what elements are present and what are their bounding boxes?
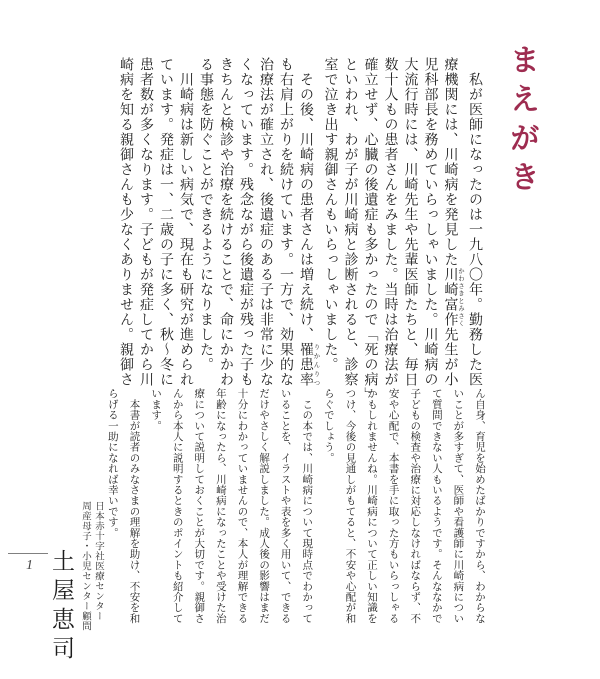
text-column: くなっています。残念ながら後遺症が残った子も bbox=[238, 57, 253, 387]
text-column: いることを、イラストや表を多く用いて、できる bbox=[279, 388, 291, 624]
text-column: 崎病を知る親御さんも少なくありません。親御さ bbox=[118, 57, 133, 387]
text-column: ています。発症は一、二歳の子に多く、秋〜冬に bbox=[158, 57, 173, 387]
text-column: んから本人に説明するときのポイントも紹介して bbox=[171, 388, 183, 624]
text-column: ん自身、育児を始めたばかりですから、わからな bbox=[474, 388, 485, 624]
text-column: も右肩上がりを続けています。一方で、効果的な bbox=[278, 57, 293, 387]
text-column: 安や心配で、本書を手に取った方もいらっしゃる bbox=[387, 388, 399, 624]
text-column: いことが多すぎて、医師や看護師に川崎病につい bbox=[452, 388, 464, 624]
text-column: 私が医師になったのは一九八〇年。勤務した医 bbox=[467, 57, 482, 387]
page-title: まえがき bbox=[505, 44, 538, 200]
preface-lower-text-block bbox=[100, 388, 490, 622]
text-column: います。 bbox=[150, 388, 162, 431]
affiliation-line-2: 周産母子・小児センター顧問 bbox=[80, 501, 91, 631]
text-column: といわれ、わが子が川崎病と診断されると、診察 bbox=[342, 57, 358, 387]
text-column: る事態を防ぐことができるようになりました。 bbox=[198, 57, 213, 372]
text-column: その後、川崎病の患者さんは増え続け、罹患率 りかんりつ bbox=[298, 57, 320, 387]
author-affiliation bbox=[79, 501, 105, 633]
text-column: かもしれませんね。川崎病について正しい知識を bbox=[366, 388, 378, 624]
preface-upper-text-block bbox=[118, 57, 484, 402]
text-column: 数十人もの患者さんをみました。当時は治療法が bbox=[382, 57, 398, 387]
text-column: この本では、川崎病について現時点でわかって bbox=[301, 388, 313, 624]
text-column: つけ、今後の見通しがもてると、不安や心配が和 bbox=[344, 388, 356, 624]
text-column: 児科部長を務めていらっしゃいました。川崎病の bbox=[422, 57, 438, 387]
text-column: 患者数が多くなります。子どもが発症してから川 bbox=[138, 57, 153, 387]
text-column: 治療法が確立され、後遺症のある子は非常に少な bbox=[258, 57, 273, 387]
text-column: らげる一助になれば幸いです。 bbox=[106, 388, 118, 538]
text-column: きちんと検診や治療を続けることで、命にかかわ bbox=[218, 57, 233, 387]
text-column: 本書が読者のみなさまの理解を助け、不安を和 bbox=[128, 388, 140, 624]
text-column: 確立せず、心臓の後遺症も多かったので「死の病」 bbox=[362, 57, 378, 402]
affiliation-line-1: 日本赤十字社医療センター bbox=[93, 501, 104, 621]
text-column: らぐでしょう。 bbox=[322, 388, 334, 463]
text-column: 大流行時には、川崎先生や先輩医師たちと、毎日 bbox=[402, 57, 418, 387]
text-column: 子どもの検査や治療に対応しなければならず、不 bbox=[409, 388, 421, 624]
text-column: 療について説明しておくことが大切です。親御さ bbox=[193, 388, 205, 624]
text-column: だけやさしく解説しました。成人後の影響はまだ bbox=[258, 388, 270, 624]
page-number-rule bbox=[8, 553, 48, 554]
text-column: 年齢になったら、川崎病になったことや受けた治 bbox=[214, 388, 226, 624]
author-name: 土屋恵司 bbox=[49, 549, 74, 665]
text-column: 川崎病は新しい病気で、現在も研究が進められ bbox=[178, 57, 193, 387]
text-column: て質問できない人もいるようです。そんななかで bbox=[430, 388, 442, 624]
text-column: 十分にわかっていませんので、本人が理解できる bbox=[236, 388, 248, 624]
text-column: 療機関には、川崎病を発見した川崎富作 かわさきとみさく先生が小 bbox=[442, 57, 464, 387]
page-number: 1 bbox=[26, 558, 33, 573]
text-column: 室で泣き出す親御さんもいらっしゃいました。 bbox=[322, 57, 338, 372]
